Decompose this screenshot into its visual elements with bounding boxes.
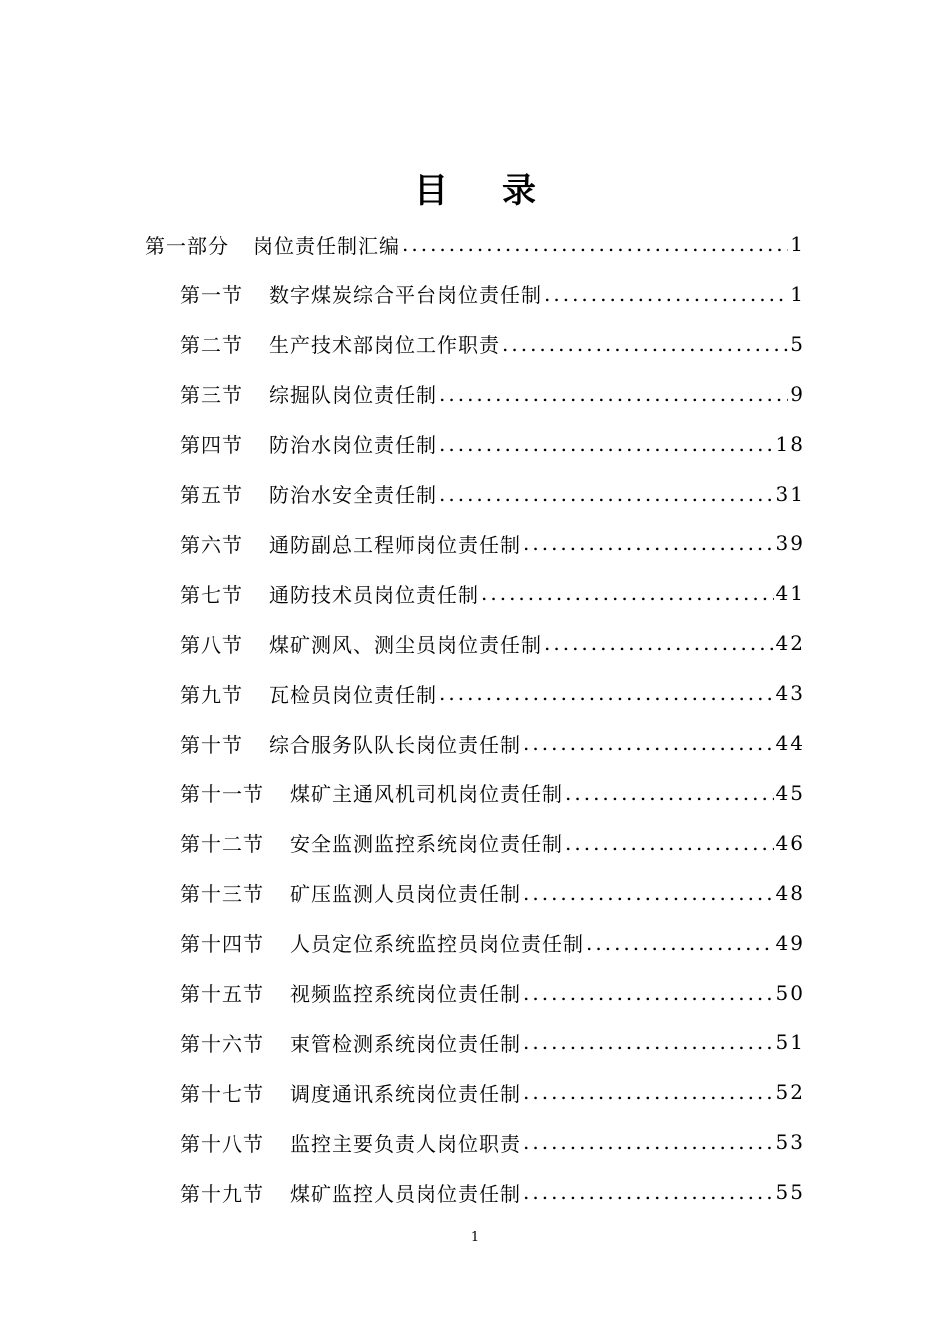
toc-entry-label: 第十二节 <box>180 832 264 857</box>
toc-entry[interactable] <box>180 474 805 514</box>
toc-title <box>0 166 950 216</box>
toc-entry[interactable] <box>180 873 805 913</box>
toc-entry-page-number: 5 <box>790 331 805 356</box>
toc-entry-label: 第一部分 <box>145 233 229 258</box>
toc-entry-label: 第六节 <box>180 532 243 557</box>
toc-entry-page-number: 51 <box>775 1030 805 1055</box>
toc-entry[interactable] <box>180 573 805 613</box>
toc-entry-page-number: 18 <box>775 431 805 456</box>
toc-entry-label: 第十七节 <box>180 1081 264 1106</box>
toc-entry-page-number: 1 <box>790 232 805 256</box>
toc-entry-title: 调度通讯系统岗位责任制 <box>290 1081 521 1106</box>
toc-entry-page-number: 9 <box>790 381 805 406</box>
toc-dot-leader <box>523 1180 774 1204</box>
toc-dot-leader <box>502 332 788 356</box>
toc-entry[interactable] <box>180 324 805 364</box>
toc-entry-title: 煤矿监控人员岗位责任制 <box>290 1181 521 1206</box>
toc-entry-title: 防治水岗位责任制 <box>269 433 437 458</box>
toc-entry-page-number: 50 <box>775 980 805 1005</box>
toc-dot-leader <box>439 382 788 406</box>
toc-entry[interactable] <box>180 823 805 863</box>
toc-entry-title: 通防副总工程师岗位责任制 <box>269 532 521 557</box>
toc-entry-page-number: 52 <box>775 1080 805 1105</box>
toc-entry-title: 煤矿主通风机司机岗位责任制 <box>290 782 563 807</box>
toc-entry[interactable] <box>180 374 805 414</box>
toc-entry-title: 生产技术部岗位工作职责 <box>269 333 500 358</box>
toc-dot-leader <box>565 831 774 855</box>
toc-entry-label: 第十八节 <box>180 1131 264 1156</box>
toc-entry-page-number: 1 <box>790 281 805 306</box>
toc-dot-leader <box>523 731 774 755</box>
toc-entry-page-number: 45 <box>775 780 805 805</box>
toc-entry[interactable] <box>180 523 805 563</box>
toc-entry-title: 综合服务队队长岗位责任制 <box>269 732 521 757</box>
toc-entry[interactable] <box>180 424 805 464</box>
toc-entry-label: 第八节 <box>180 632 243 657</box>
toc-entry-label: 第十三节 <box>180 882 264 907</box>
toc-dot-leader <box>586 931 774 955</box>
toc-dot-leader <box>523 531 774 555</box>
toc-entry-page-number: 42 <box>775 631 805 656</box>
toc-entry-label: 第五节 <box>180 483 243 507</box>
toc-entry-page-number: 41 <box>775 581 805 606</box>
toc-entry-label: 第一节 <box>180 283 243 308</box>
toc-entry-label: 第七节 <box>180 582 243 607</box>
toc-dot-leader <box>402 232 788 256</box>
toc-entry-page-number: 49 <box>775 930 805 955</box>
toc-entry-title: 煤矿测风、测尘员岗位责任制 <box>269 632 542 657</box>
toc-dot-leader <box>523 1080 774 1104</box>
toc-entry-page-number: 31 <box>775 481 805 506</box>
toc-dot-leader <box>565 781 774 805</box>
toc-entry-label: 第三节 <box>180 383 243 408</box>
toc-entry-label: 第十四节 <box>180 932 264 957</box>
toc-entry[interactable] <box>145 224 805 264</box>
toc-entry-title: 视频监控系统岗位责任制 <box>290 982 521 1006</box>
toc-entry[interactable] <box>180 1172 805 1212</box>
toc-entry[interactable] <box>180 723 805 763</box>
toc-dot-leader <box>544 282 788 306</box>
toc-entry-page-number: 48 <box>775 880 805 905</box>
toc-entry-title: 数字煤炭综合平台岗位责任制 <box>269 283 542 308</box>
toc-entry-page-number: 53 <box>775 1130 805 1155</box>
toc-entry-title: 防治水安全责任制 <box>269 483 437 507</box>
toc-dot-leader <box>523 881 774 905</box>
toc-entry[interactable] <box>180 1072 805 1112</box>
toc-entry-label: 第十六节 <box>180 1031 264 1056</box>
toc-entry-title: 通防技术员岗位责任制 <box>269 582 479 607</box>
toc-entry[interactable] <box>180 274 805 314</box>
page-number: 1 <box>470 1230 480 1245</box>
toc-entry-title: 岗位责任制汇编 <box>253 233 400 258</box>
toc-dot-leader <box>523 981 774 1005</box>
toc-entry-title: 综掘队岗位责任制 <box>269 383 437 408</box>
toc-entry-title: 监控主要负责人岗位职责 <box>290 1131 521 1156</box>
toc-entry[interactable] <box>180 773 805 813</box>
toc-dot-leader <box>439 681 774 705</box>
toc-dot-leader <box>481 581 774 605</box>
toc-entry[interactable] <box>180 973 805 1013</box>
toc-entry-page-number: 39 <box>775 531 805 556</box>
toc-entry-label: 第九节 <box>180 682 243 707</box>
toc-entry-label: 第十节 <box>180 732 243 757</box>
toc-entry-label: 第二节 <box>180 333 243 358</box>
toc-dot-leader <box>523 1130 774 1154</box>
toc-entry-page-number: 55 <box>775 1180 805 1205</box>
toc-title-char-2: 录 <box>502 171 536 211</box>
toc-entry-title: 束管检测系统岗位责任制 <box>290 1031 521 1056</box>
toc-entry-label: 第十九节 <box>180 1181 264 1206</box>
toc-entry-label: 第十一节 <box>180 782 264 807</box>
toc-dot-leader <box>439 482 774 506</box>
toc-dot-leader <box>523 1030 774 1054</box>
toc-entry-label: 第四节 <box>180 433 243 458</box>
toc-entry-label: 第十五节 <box>180 982 264 1006</box>
toc-entry-title: 矿压监测人员岗位责任制 <box>290 882 521 907</box>
toc-entry[interactable] <box>180 923 805 963</box>
toc-title-char-1: 目 <box>414 171 448 211</box>
toc-entry-title: 安全监测监控系统岗位责任制 <box>290 832 563 857</box>
toc-entry[interactable] <box>180 1022 805 1062</box>
toc-entry[interactable] <box>180 623 805 663</box>
toc-entry-title: 瓦检员岗位责任制 <box>269 682 437 707</box>
toc-entry-page-number: 44 <box>775 731 805 755</box>
toc-entry-page-number: 43 <box>775 681 805 706</box>
toc-entry[interactable] <box>180 1122 805 1162</box>
toc-dot-leader <box>439 432 774 456</box>
toc-entry[interactable] <box>180 673 805 713</box>
toc-dot-leader <box>544 631 774 655</box>
toc-entry-page-number: 46 <box>775 830 805 855</box>
toc-entry-title: 人员定位系统监控员岗位责任制 <box>290 932 584 957</box>
